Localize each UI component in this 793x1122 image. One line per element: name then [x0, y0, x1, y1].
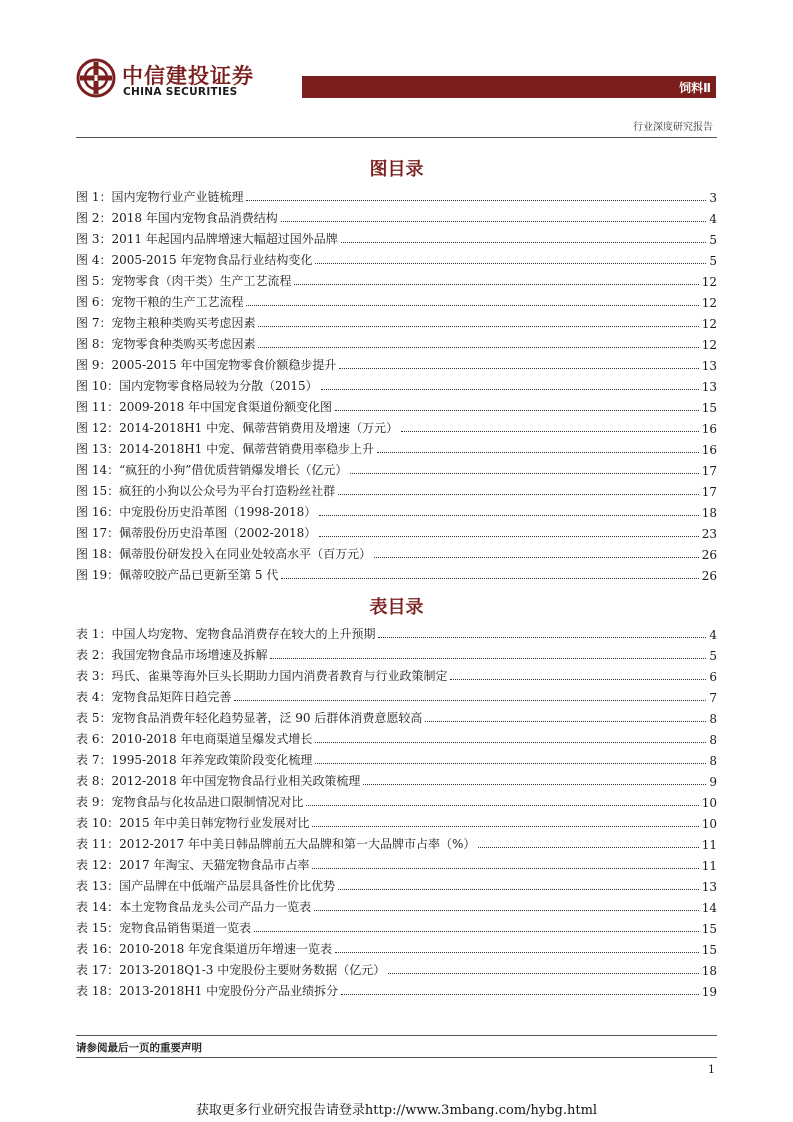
toc-leader-dots [478, 847, 698, 848]
figure-toc-page-number[interactable]: 12 [701, 338, 717, 352]
china-securities-logo-icon [76, 58, 116, 98]
table-toc-entry[interactable] [76, 831, 717, 852]
figure-toc-label[interactable]: 图 5：宠物零食（肉干类）生产工艺流程 [76, 274, 292, 288]
table-toc-label[interactable]: 表 7：1995-2018 年养宠政策阶段变化梳理 [76, 753, 313, 767]
figure-toc-page-number[interactable]: 15 [701, 401, 717, 415]
toc-leader-dots [350, 473, 698, 474]
table-toc-entry[interactable] [76, 642, 717, 663]
figure-toc-label[interactable]: 图 9：2005-2015 年中国宠物零食价额稳步提升 [76, 358, 337, 372]
header-bar [302, 76, 716, 98]
figure-toc-entry[interactable] [76, 436, 717, 457]
figure-toc-entry[interactable] [76, 226, 717, 247]
table-toc-label[interactable]: 表 8：2012-2018 年中国宠物食品行业相关政策梳理 [76, 774, 361, 788]
figure-toc-label[interactable]: 图 2：2018 年国内宠物食品消费结构 [76, 211, 278, 225]
table-toc-entry[interactable] [76, 726, 717, 747]
company-logo [76, 58, 252, 102]
figure-toc-label[interactable]: 图 18：佩蒂股份研发投入在同业处较高水平（百万元） [76, 547, 372, 561]
table-toc-entry[interactable] [76, 705, 717, 726]
toc-leader-dots [377, 452, 699, 453]
toc-leader-dots [319, 515, 699, 516]
figure-toc-page-number[interactable]: 4 [709, 212, 717, 226]
table-toc-entry[interactable] [76, 978, 717, 999]
figures-toc-title: 图目录 [369, 159, 424, 180]
table-toc-label[interactable]: 表 1：中国人均宠物、宠物食品消费存在较大的上升预期 [76, 627, 376, 641]
figure-toc-page-number[interactable]: 17 [701, 464, 717, 478]
table-toc-label[interactable]: 表 11：2012-2017 年中美日韩品牌前五大品牌和第一大品牌市占率（%） [76, 837, 476, 851]
figure-toc-label[interactable]: 图 17：佩蒂股份历史沿革图（2002-2018） [76, 526, 317, 540]
figure-toc-entry[interactable] [76, 289, 717, 310]
table-toc-label[interactable]: 表 10：2015 年中美日韩宠物行业发展对比 [76, 816, 310, 830]
figure-toc-label[interactable]: 图 7：宠物主粮种类购买考虑因素 [76, 316, 256, 330]
figure-toc-page-number[interactable]: 12 [701, 317, 717, 331]
figure-toc-entry[interactable] [76, 478, 717, 499]
toc-leader-dots [363, 784, 706, 785]
toc-leader-dots [312, 868, 698, 869]
table-toc-label[interactable]: 表 18：2013-2018H1 中宠股份分产品业绩拆分 [76, 984, 339, 998]
figure-toc-page-number[interactable]: 3 [709, 191, 717, 205]
table-toc-page-number[interactable]: 13 [701, 880, 717, 894]
toc-leader-dots [306, 805, 698, 806]
table-toc-page-number[interactable]: 15 [701, 922, 717, 936]
table-toc-page-number[interactable]: 10 [701, 817, 717, 831]
figure-toc-entry[interactable] [76, 205, 717, 226]
toc-leader-dots [312, 826, 698, 827]
toc-leader-dots [374, 557, 699, 558]
figure-toc-entry[interactable] [76, 394, 717, 415]
toc-leader-dots [450, 679, 706, 680]
toc-leader-dots [281, 578, 698, 579]
logo-english-name: CHINA SECURITIES [123, 86, 238, 98]
toc-leader-dots [319, 536, 699, 537]
figure-toc-label[interactable]: 图 1：国内宠物行业产业链梳理 [76, 190, 244, 204]
toc-leader-dots [401, 431, 699, 432]
figure-toc-page-number[interactable]: 13 [701, 359, 717, 373]
figure-toc-page-number[interactable]: 16 [701, 443, 717, 457]
table-toc-entry[interactable] [76, 663, 717, 684]
figures-toc [76, 184, 717, 583]
figure-toc-label[interactable]: 图 13：2014-2018H1 中宠、佩蒂营销费用率稳步上升 [76, 442, 375, 456]
table-toc-page-number[interactable]: 9 [709, 775, 717, 789]
figure-toc-page-number[interactable]: 13 [701, 380, 717, 394]
toc-leader-dots [341, 242, 707, 243]
footer-divider-lower [76, 1057, 717, 1058]
figure-toc-label[interactable]: 图 4：2005-2015 年宠物食品行业结构变化 [76, 253, 313, 267]
table-toc-label[interactable]: 表 9：宠物食品与化妆品进口限制情况对比 [76, 795, 304, 809]
table-toc-entry[interactable] [76, 621, 717, 642]
figure-toc-label[interactable]: 图 10：国内宠物零食格局较为分散（2015） [76, 379, 318, 393]
toc-leader-dots [270, 658, 706, 659]
toc-leader-dots [425, 721, 706, 722]
table-toc-page-number[interactable]: 8 [709, 754, 717, 768]
table-toc-label[interactable]: 表 5：宠物食品消费年轻化趋势显著，泛 90 后群体消费意愿较高 [76, 711, 423, 725]
table-toc-label[interactable]: 表 15：宠物食品销售渠道一览表 [76, 921, 252, 935]
table-toc-label[interactable]: 表 3：玛氏、雀巢等海外巨头长期助力国内消费者教育与行业政策制定 [76, 669, 448, 683]
table-toc-page-number[interactable]: 15 [701, 943, 717, 957]
figure-toc-page-number[interactable]: 16 [701, 422, 717, 436]
table-toc-label[interactable]: 表 16：2010-2018 年宠食渠道历年增速一览表 [76, 942, 333, 956]
table-toc-page-number[interactable]: 4 [709, 628, 717, 642]
toc-leader-dots [254, 931, 699, 932]
table-toc-label[interactable]: 表 2：我国宠物食品市场增速及拆解 [76, 648, 268, 662]
figure-toc-page-number[interactable]: 26 [701, 548, 717, 562]
header-divider [76, 137, 717, 138]
toc-leader-dots [338, 494, 699, 495]
figure-toc-label[interactable]: 图 19：佩蒂咬胶产品已更新至第 5 代 [76, 568, 279, 582]
toc-leader-dots [246, 305, 698, 306]
figure-toc-entry[interactable] [76, 373, 717, 394]
report-type: 行业深度研究报告 [633, 122, 713, 133]
figure-toc-entry[interactable] [76, 247, 717, 268]
table-toc-page-number[interactable]: 8 [709, 733, 717, 747]
table-toc-entry[interactable] [76, 873, 717, 894]
figure-toc-label[interactable]: 图 11：2009-2018 年中国宠食渠道份额变化图 [76, 400, 333, 414]
toc-leader-dots [315, 263, 706, 264]
table-toc-page-number[interactable]: 11 [701, 859, 717, 873]
figure-toc-entry[interactable] [76, 562, 717, 583]
download-link-text[interactable]: 获取更多行业研究报告请登录http://www.3mbang.com/hybg.html [195, 1103, 598, 1118]
figure-toc-entry[interactable] [76, 352, 717, 373]
table-toc-label[interactable]: 表 13：国产品牌在中低端产品层具备性价比优势 [76, 879, 336, 893]
table-toc-page-number[interactable]: 19 [701, 985, 717, 999]
table-toc-label[interactable]: 表 12：2017 年淘宝、天猫宠物食品市占率 [76, 858, 310, 872]
figure-toc-page-number[interactable]: 5 [709, 254, 717, 268]
table-toc-entry[interactable] [76, 810, 717, 831]
table-toc-page-number[interactable]: 8 [709, 712, 717, 726]
toc-leader-dots [321, 389, 699, 390]
table-toc-page-number[interactable]: 10 [701, 796, 717, 810]
table-toc-label[interactable]: 表 14：本土宠物食品龙头公司产品力一览表 [76, 900, 312, 914]
table-toc-entry[interactable] [76, 894, 717, 915]
figure-toc-label[interactable]: 图 3：2011 年起国内品牌增速大幅超过国外品牌 [76, 232, 338, 246]
table-toc-page-number[interactable]: 11 [701, 838, 717, 852]
figure-toc-entry[interactable] [76, 457, 717, 478]
figure-toc-entry[interactable] [76, 310, 717, 331]
toc-leader-dots [378, 637, 706, 638]
figure-toc-label[interactable]: 图 12：2014-2018H1 中宠、佩蒂营销费用及增速（万元） [76, 421, 399, 435]
table-toc-page-number[interactable]: 14 [701, 901, 717, 915]
toc-leader-dots [335, 952, 699, 953]
toc-leader-dots [315, 763, 706, 764]
table-toc-label[interactable]: 表 4：宠物食品矩阵日趋完善 [76, 690, 232, 704]
figure-toc-label[interactable]: 图 14：“疯狂的小狗”借优质营销爆发增长（亿元） [76, 463, 348, 477]
toc-leader-dots [341, 994, 699, 995]
toc-leader-dots [281, 221, 707, 222]
toc-leader-dots [246, 200, 706, 201]
table-toc-entry[interactable] [76, 789, 717, 810]
industry-tag: 饲料Ⅱ [679, 81, 711, 95]
table-toc-entry[interactable] [76, 684, 717, 705]
figure-toc-label[interactable]: 图 15：疯狂的小狗以公众号为平台打造粉丝社群 [76, 484, 336, 498]
figure-toc-page-number[interactable]: 12 [701, 296, 717, 310]
toc-leader-dots [258, 347, 698, 348]
figure-toc-page-number[interactable]: 17 [701, 485, 717, 499]
footer-divider [76, 1035, 717, 1036]
table-toc-entry[interactable] [76, 915, 717, 936]
figure-toc-page-number[interactable]: 18 [701, 506, 717, 520]
table-toc-entry[interactable] [76, 852, 717, 873]
figure-toc-entry[interactable] [76, 541, 717, 562]
toc-leader-dots [234, 700, 706, 701]
figure-toc-page-number[interactable]: 5 [709, 233, 717, 247]
tables-toc [76, 621, 717, 999]
figure-toc-entry[interactable] [76, 415, 717, 436]
figure-toc-label[interactable]: 图 6：宠物干粮的生产工艺流程 [76, 295, 244, 309]
toc-leader-dots [314, 910, 699, 911]
figure-toc-page-number[interactable]: 12 [701, 275, 717, 289]
figure-toc-entry[interactable] [76, 184, 717, 205]
toc-leader-dots [339, 368, 698, 369]
table-toc-entry[interactable] [76, 936, 717, 957]
figure-toc-label[interactable]: 图 8：宠物零食种类购买考虑因素 [76, 337, 256, 351]
disclaimer-note: 请参阅最后一页的重要声明 [76, 1042, 202, 1054]
logo-chinese-name: 中信建投证券 [122, 64, 254, 88]
toc-leader-dots [338, 889, 699, 890]
figure-toc-label[interactable]: 图 16：中宠股份历史沿革图（1998-2018） [76, 505, 317, 519]
table-toc-page-number[interactable]: 5 [709, 649, 717, 663]
figure-toc-entry[interactable] [76, 268, 717, 289]
table-toc-page-number[interactable]: 18 [701, 964, 717, 978]
table-toc-page-number[interactable]: 6 [709, 670, 717, 684]
page-number: 1 [708, 1063, 715, 1076]
figure-toc-entry[interactable] [76, 331, 717, 352]
table-toc-page-number[interactable]: 7 [709, 691, 717, 705]
figure-toc-entry[interactable] [76, 499, 717, 520]
toc-leader-dots [258, 326, 698, 327]
table-toc-entry[interactable] [76, 747, 717, 768]
toc-leader-dots [315, 742, 706, 743]
table-toc-entry[interactable] [76, 957, 717, 978]
table-toc-entry[interactable] [76, 768, 717, 789]
figure-toc-entry[interactable] [76, 520, 717, 541]
figure-toc-page-number[interactable]: 26 [701, 569, 717, 583]
toc-leader-dots [335, 410, 699, 411]
tables-toc-title: 表目录 [369, 597, 424, 618]
toc-leader-dots [388, 973, 699, 974]
table-toc-label[interactable]: 表 17：2013-2018Q1-3 中宠股份主要财务数据（亿元） [76, 963, 386, 977]
table-toc-label[interactable]: 表 6：2010-2018 年电商渠道呈爆发式增长 [76, 732, 313, 746]
toc-leader-dots [294, 284, 698, 285]
figure-toc-page-number[interactable]: 23 [701, 527, 717, 541]
